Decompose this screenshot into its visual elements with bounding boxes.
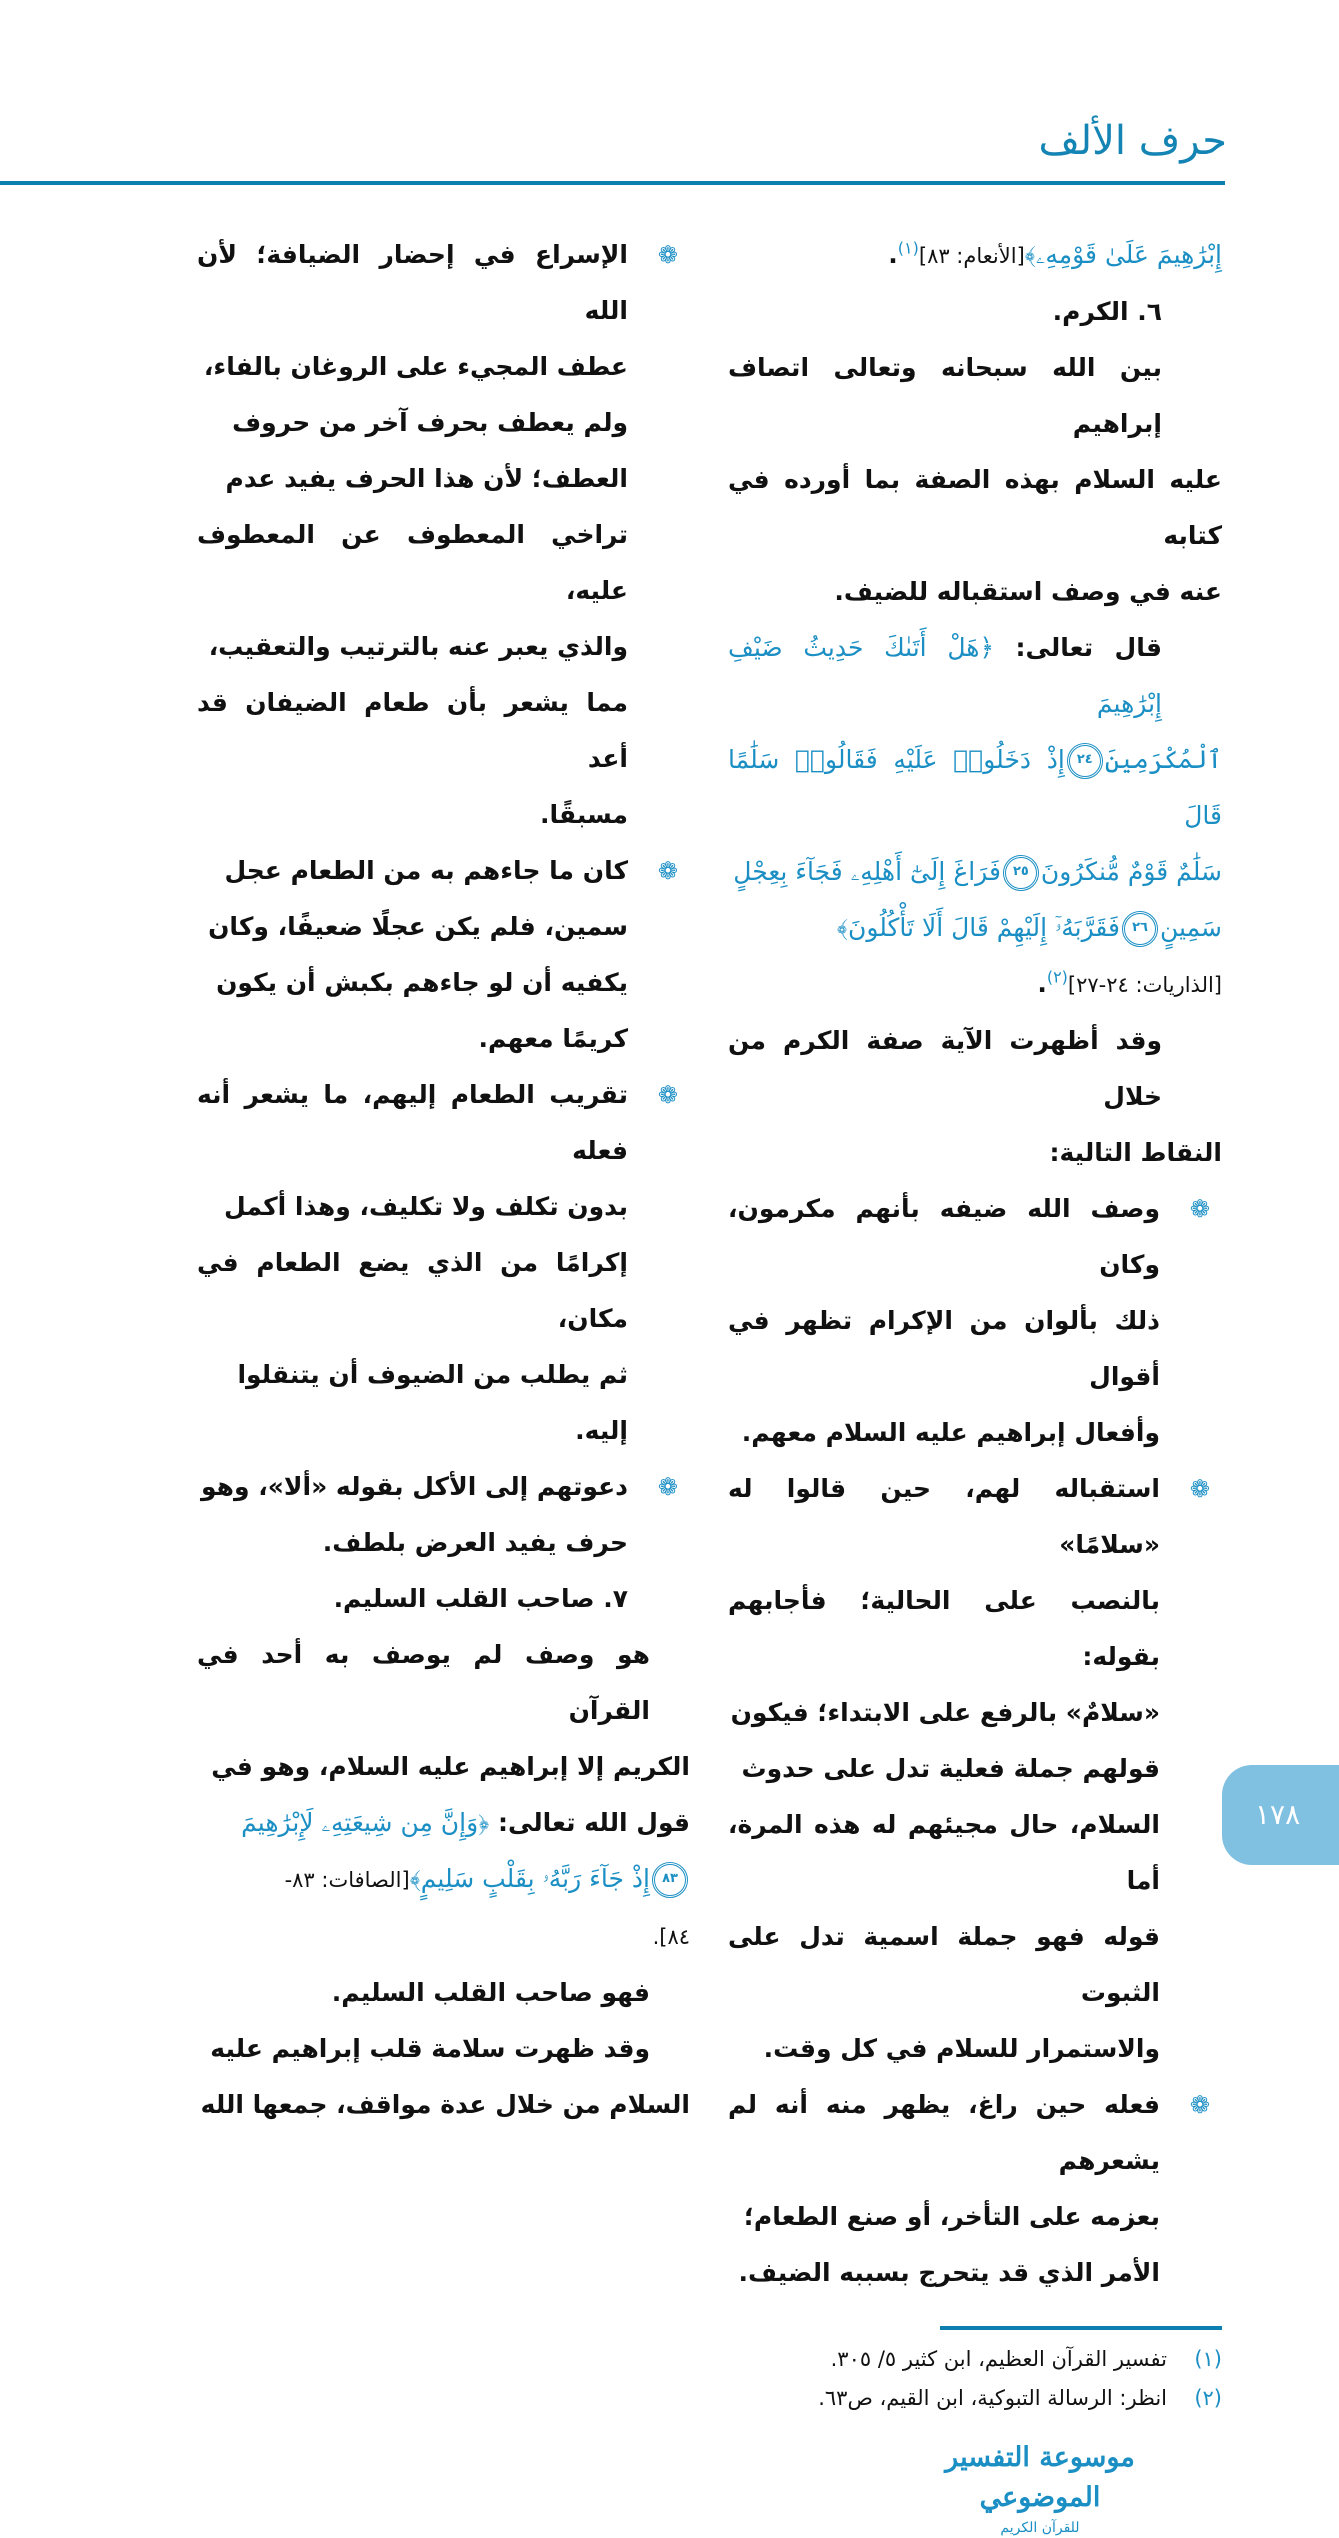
text-line: [197, 227, 690, 339]
text-line: [728, 284, 1222, 340]
footnote-rule: [940, 2326, 1222, 2330]
text-line: [197, 1851, 690, 1908]
body-text: بين الله سبحانه وتعالى اتصاف إبراهيم: [728, 353, 1162, 438]
body-text: كريمًا معهم.: [478, 1024, 628, 1053]
text-line: [197, 1459, 690, 1515]
body-text: ثم يطلب من الضيوف أن يتنقلوا إليه.: [237, 1360, 628, 1445]
quran-verse: سَلَٰمٌ قَوْمٌ مُّنكَرُونَ: [1040, 857, 1222, 886]
body-text: السلام من خلال عدة مواقف، جمعها الله: [200, 2090, 690, 2119]
quran-verse: فَقَرَّبَهُۥٓ إِلَيْهِمْ قَالَ أَلَا تَأْكُلُونَ﴾: [836, 913, 1121, 942]
right-column: [728, 227, 1222, 2538]
body-text: استقباله لهم، حين قالوا له «سلامًا»: [728, 1474, 1160, 1559]
running-header-title: حرف الألف: [1038, 118, 1227, 164]
footnotes: [728, 2340, 1222, 2418]
body-text: ٦. الكرم.: [1052, 297, 1162, 326]
logo-subtitle: للقرآن الكريم: [1000, 2520, 1080, 2536]
right-column-text: [728, 227, 1222, 2301]
text-line: [197, 1235, 690, 1347]
text-line: [197, 1347, 690, 1459]
citation: ٨٤].: [652, 1925, 690, 1949]
body-text: تراخي المعطوف عن المعطوف عليه،: [197, 520, 628, 605]
body-text: إكرامًا من الذي يضع الطعام في مكان،: [197, 1248, 628, 1333]
left-column: [197, 227, 690, 2133]
quran-verse: ﴿وَإِنَّ مِن شِيعَتِهِۦ لَإِبْرَٰهِيمَ: [241, 1808, 490, 1837]
quran-verse: فَرَاغَ إِلَىٰٓ أَهْلِهِۦ فَجَآءَ بِعِجْلٍ: [733, 857, 1001, 886]
text-line: [197, 451, 690, 507]
text-line: [197, 1515, 690, 1571]
flower-bullet-icon: ❁: [1189, 1475, 1210, 1503]
text-line: [197, 1571, 690, 1627]
footnote-ref[interactable]: (١): [897, 238, 919, 258]
text-line: [197, 1795, 690, 1851]
footnote-text: تفسير القرآن العظيم، ابن كثير ٥/ ٣٠٥.: [830, 2347, 1167, 2371]
text-line: [728, 564, 1222, 620]
text-line: [197, 787, 690, 843]
flower-bullet-icon: ❁: [657, 1473, 678, 1501]
text-line: [197, 339, 690, 395]
footnote-2: [740, 2379, 1222, 2418]
body-text: مسبقًا.: [539, 800, 628, 829]
body-text: السلام، حال مجيئهم له هذه المرة، أما: [728, 1810, 1160, 1895]
text-line: [197, 2021, 690, 2077]
citation: [الذاريات: ٢٤-٢٧]: [1067, 973, 1222, 997]
text-line: [197, 1965, 690, 2021]
text-line: [728, 2245, 1222, 2301]
body-text: كان ما جاءهم به من الطعام عجل: [224, 856, 628, 885]
text-line: [728, 1405, 1222, 1461]
text-line: [197, 1908, 690, 1965]
body-text: دعوتهم إلى الأكل بقوله «ألا»، وهو: [200, 1472, 628, 1501]
text-line: [728, 340, 1222, 452]
body-text: .: [888, 240, 898, 269]
text-line: [728, 844, 1222, 900]
body-text: وقد أظهرت الآية صفة الكرم من خلال: [728, 1026, 1162, 1111]
text-line: [728, 620, 1222, 732]
body-text: بعزمه على التأخر، أو صنع الطعام؛: [743, 2202, 1160, 2231]
text-line: [728, 1797, 1222, 1909]
body-text: وأفعال إبراهيم عليه السلام معهم.: [741, 1418, 1160, 1447]
text-line: [728, 900, 1222, 956]
quran-verse: ﴿هَلْ أَتَىٰكَ حَدِيثُ ضَيْفِ إِبْرَٰهِيمَ: [728, 633, 1162, 718]
body-text: والذي يعبر عنه بالترتيب والتعقيب،: [208, 632, 628, 661]
verse-number-marker: ٢٤: [1067, 743, 1103, 779]
body-text: هو وصف لم يوصف به أحد في القرآن: [197, 1640, 650, 1725]
footnote-ref[interactable]: (٢): [1046, 967, 1068, 987]
body-text: ذلك بألوان من الإكرام تظهر في أقوال: [728, 1306, 1160, 1391]
text-line: [728, 1181, 1222, 1293]
citation: [الأنعام: ٨٣]: [918, 244, 1025, 268]
footnote-text: انظر: الرسالة التبوكية، ابن القيم، ص٦٣.: [818, 2386, 1167, 2410]
verse-number-marker: ٢٦: [1122, 911, 1158, 947]
text-line: [728, 452, 1222, 564]
verse-number-marker: ٢٥: [1003, 855, 1039, 891]
text-line: [197, 1739, 690, 1795]
text-line: [197, 619, 690, 675]
body-text: ولم يعطف بحرف آخر من حروف: [232, 408, 628, 437]
body-text: ٧. صاحب القلب السليم.: [333, 1584, 628, 1613]
flower-bullet-icon: ❁: [657, 1081, 678, 1109]
text-line: [197, 843, 690, 899]
text-line: [197, 675, 690, 787]
body-text: العطف؛ لأن هذا الحرف يفيد عدم: [225, 464, 628, 493]
citation: [الصافات: ٨٣-: [284, 1868, 410, 1892]
text-line: [197, 955, 690, 1011]
encyclopedia-logo: [930, 2438, 1150, 2538]
body-text: وصف الله ضيفه بأنهم مكرمون، وكان: [728, 1194, 1160, 1279]
body-text: عطف المجيء على الروغان بالفاء،: [203, 352, 628, 381]
text-line: [728, 1909, 1222, 2021]
body-text: وقد ظهرت سلامة قلب إبراهيم عليه: [210, 2034, 650, 2063]
flower-bullet-icon: ❁: [657, 857, 678, 885]
body-text: النقاط التالية:: [1049, 1138, 1222, 1167]
text-line: [197, 2077, 690, 2133]
text-line: [728, 1461, 1222, 1573]
body-text: عنه في وصف استقباله للضيف.: [834, 577, 1222, 606]
body-text: حرف يفيد العرض بلطف.: [322, 1528, 628, 1557]
body-text: بالنصب على الحالية؛ فأجابهم بقوله:: [728, 1586, 1160, 1671]
body-text: الأمر الذي قد يتحرج بسببه الضيف.: [738, 2258, 1160, 2287]
header-rule: [0, 181, 1225, 185]
body-text: «سلامٌ» بالرفع على الابتداء؛ فيكون: [730, 1698, 1160, 1727]
body-text: تقريب الطعام إليهم، ما يشعر أنه فعله: [197, 1080, 628, 1165]
flower-bullet-icon: ❁: [1189, 1195, 1210, 1223]
body-text: فعله حين راغ، يظهر منه أنه لم يشعرهم: [728, 2090, 1160, 2175]
body-text: سمين، فلم يكن عجلًا ضعيفًا، وكان: [208, 912, 628, 941]
text-line: [197, 899, 690, 955]
text-line: [728, 1573, 1222, 1685]
body-text: قال تعالى:: [994, 633, 1163, 662]
body-text: بدون تكلف ولا تكليف، وهذا أكمل: [224, 1192, 628, 1221]
footnote-number: (٢): [1194, 2386, 1222, 2410]
body-text: الإسراع في إحضار الضيافة؛ لأن الله: [197, 240, 628, 325]
quran-verse: ٱلْمُكْرَمِينَ: [1104, 745, 1222, 774]
page-number: ١٧٨: [1255, 1798, 1301, 1831]
text-line: [197, 1179, 690, 1235]
quran-verse: سَمِينٍ: [1160, 913, 1222, 942]
logo-title: موسوعة التفسير الموضوعي: [945, 2442, 1135, 2513]
body-text: عليه السلام بهذه الصفة بما أورده في كتابه: [728, 465, 1222, 550]
text-line: [728, 227, 1222, 284]
text-line: [728, 732, 1222, 844]
body-text: الكريم إلا إبراهيم عليه السلام، وهو في: [211, 1752, 690, 1781]
text-line: [728, 2189, 1222, 2245]
flower-bullet-icon: ❁: [1189, 2091, 1210, 2119]
text-line: [728, 1293, 1222, 1405]
text-line: [728, 2077, 1222, 2189]
body-text: فهو صاحب القلب السليم.: [331, 1978, 650, 2007]
footnote-number: (١): [1194, 2347, 1222, 2371]
body-text: مما يشعر بأن طعام الضيفان قد أعد: [197, 688, 628, 773]
left-column-text: [197, 227, 690, 2133]
text-line: [197, 395, 690, 451]
text-line: [728, 2021, 1222, 2077]
body-text: والاستمرار للسلام في كل وقت.: [763, 2034, 1160, 2063]
quran-verse: إِبْرَٰهِيمَ عَلَىٰ قَوْمِهِۦ﴾: [1024, 240, 1222, 269]
quran-verse: إِذْ جَآءَ رَبَّهُۥ بِقَلْبٍ سَلِيمٍ﴾: [409, 1864, 650, 1893]
text-line: [197, 1627, 690, 1739]
text-line: [728, 1125, 1222, 1181]
body-text: قول الله تعالى:: [489, 1808, 690, 1837]
text-line: [197, 1011, 690, 1067]
text-line: [728, 1685, 1222, 1741]
body-text: .: [1037, 969, 1047, 998]
text-line: [197, 507, 690, 619]
body-text: قولهم جملة فعلية تدل على حدوث: [741, 1754, 1160, 1783]
text-line: [728, 1741, 1222, 1797]
verse-number-marker: ٨٣: [652, 1862, 688, 1898]
flower-bullet-icon: ❁: [657, 241, 678, 269]
body-text: يكفيه أن لو جاءهم بكبش أن يكون: [216, 968, 628, 997]
footnote-1: [740, 2340, 1222, 2379]
text-line: [728, 1013, 1222, 1125]
text-line: [728, 956, 1222, 1013]
quran-verse: إِذْ دَخَلُوا۟ عَلَيْهِ فَقَالُوا۟ سَلَٰمًا قَالَ: [728, 745, 1222, 830]
text-line: [197, 1067, 690, 1179]
body-text: قوله فهو جملة اسمية تدل على الثبوت: [728, 1922, 1160, 2007]
